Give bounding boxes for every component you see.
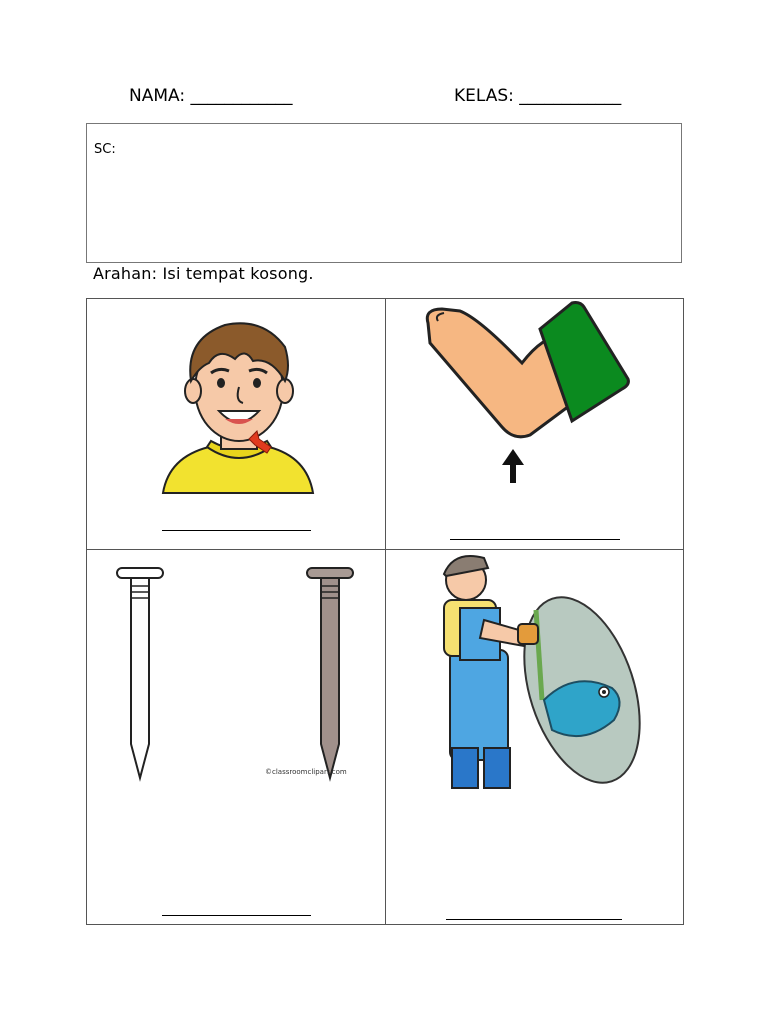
watermark-text: ©classroomclipart.com	[265, 768, 347, 776]
picture-grid	[86, 298, 684, 925]
nails-icon	[107, 564, 377, 794]
elbow-icon	[422, 299, 652, 489]
picture-cell-chin	[87, 299, 385, 549]
answer-blank[interactable]	[450, 539, 620, 540]
picture-cell-elbow	[386, 299, 683, 549]
picture-cell-nails	[87, 550, 385, 924]
name-field-label: NAMA: ____________	[129, 86, 293, 106]
instruction-text: Arahan: Isi tempat kosong.	[93, 264, 314, 283]
class-field-label: KELAS: ____________	[454, 86, 622, 106]
answer-blank[interactable]	[162, 915, 311, 916]
answer-blank[interactable]	[162, 530, 311, 531]
man-chin-icon	[159, 317, 319, 497]
sc-label: SC:	[94, 142, 116, 157]
picture-cell-net	[386, 550, 683, 924]
fisherman-net-icon	[414, 550, 654, 810]
sc-box[interactable]	[86, 123, 682, 263]
answer-blank[interactable]	[446, 919, 622, 920]
